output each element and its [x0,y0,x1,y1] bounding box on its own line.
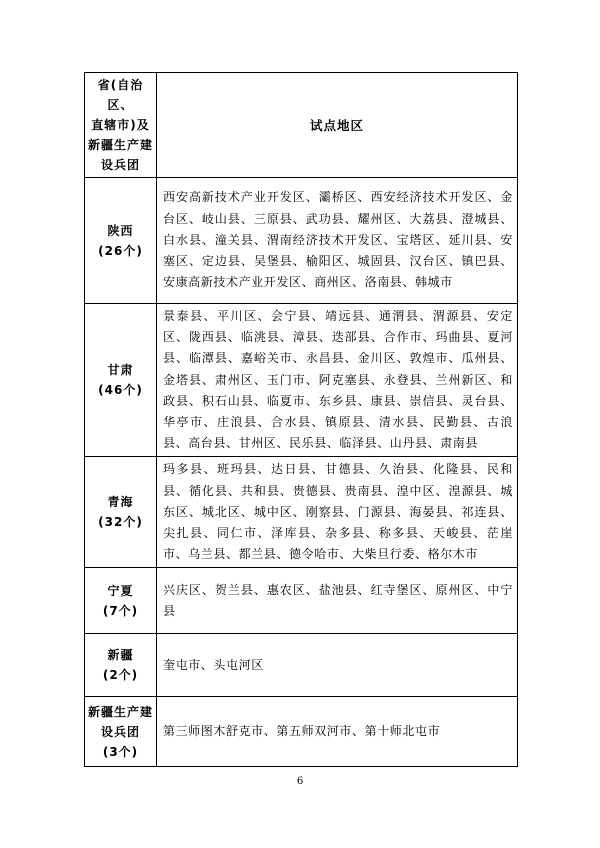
header-areas-cell: 试点地区 [157,73,518,178]
page-number: 6 [296,776,304,787]
header-line: 直辖市)及 [91,118,150,132]
header-line: 新疆生产建 [88,138,154,152]
areas-cell: 第三师图木舒克市、第五师双河市、第十师北屯市 [157,697,518,767]
province-cell [85,568,157,634]
province-cell [85,457,157,568]
table-row [85,178,518,304]
province-name: 新疆 [107,648,134,663]
area-count: (3个) [102,744,139,759]
area-count: (46个) [98,383,143,398]
area-count: (32个) [98,515,143,530]
province-cell [85,634,157,697]
province-name: 甘肃 [107,363,134,378]
area-count: (7个) [102,603,139,618]
province-name: 陕西 [107,223,134,238]
table-row [85,697,518,767]
province-cell [85,178,157,304]
table-row [85,457,518,568]
header-province-cell [85,73,157,178]
areas-cell: 西安高新技术产业开发区、灞桥区、西安经济技术开发区、金台区、岐山县、三原县、武功县、耀州区、大荔县、澄城县、白水县、潼关县、渭南经济技术开发区、宝塔区、延川县、安塞区、定边县、吴堡县、榆阳区、城固县、汉台区、镇巴县、安康高新技术产业开发区、商州区、洛南县、韩城市 [157,178,518,304]
areas-cell: 玛多县、班玛县、达日县、甘德县、久治县、化隆县、民和县、循化县、共和县、贵德县、贵南县、湟中区、湟源县、城东区、城北区、城中区、刚察县、门源县、海晏县、祁连县、尖扎县、同仁市、泽库县、杂多县、称多县、天峻县、茫崖市、乌兰县、都兰县、德令哈市、大柴旦行委、格尔木市 [157,457,518,568]
area-count: (2个) [102,668,139,683]
area-count: (26个) [98,243,143,258]
areas-cell: 兴庆区、贺兰县、惠农区、盐池县、红寺堡区、原州区、中宁县 [157,568,518,634]
table-row [85,304,518,457]
province-name-line: 设兵团 [100,724,140,739]
pilot-areas-table [84,72,518,767]
province-cell [85,304,157,457]
province-name: 宁夏 [107,583,134,598]
table-row [85,634,518,697]
province-cell [85,697,157,767]
province-name: 青海 [107,495,134,510]
table-row [85,568,518,634]
areas-cell: 奎屯市、头屯河区 [157,634,518,697]
table-header-row [85,73,518,178]
header-line: 设兵团 [100,158,140,172]
areas-cell: 景泰县、平川区、会宁县、靖远县、通渭县、渭源县、安定区、陇西县、临洮县、漳县、迭部县、合作市、玛曲县、夏河县、临潭县、嘉峪关市、永昌县、金川区、敦煌市、瓜州县、金塔县、肃州区、玉门市、阿克塞县、永登县、兰州新区、和政县、积石山县、临夏市、东乡县、康县、崇信县、灵台县、华亭市、庄浪县、合水县、镇原县、清水县、民勤县、古浪县、高台县、甘州区、民乐县、临泽县、山丹县、肃南县 [157,304,518,457]
province-name-line: 新疆生产建 [88,704,154,719]
header-line: 省(自治区、 [97,78,144,112]
